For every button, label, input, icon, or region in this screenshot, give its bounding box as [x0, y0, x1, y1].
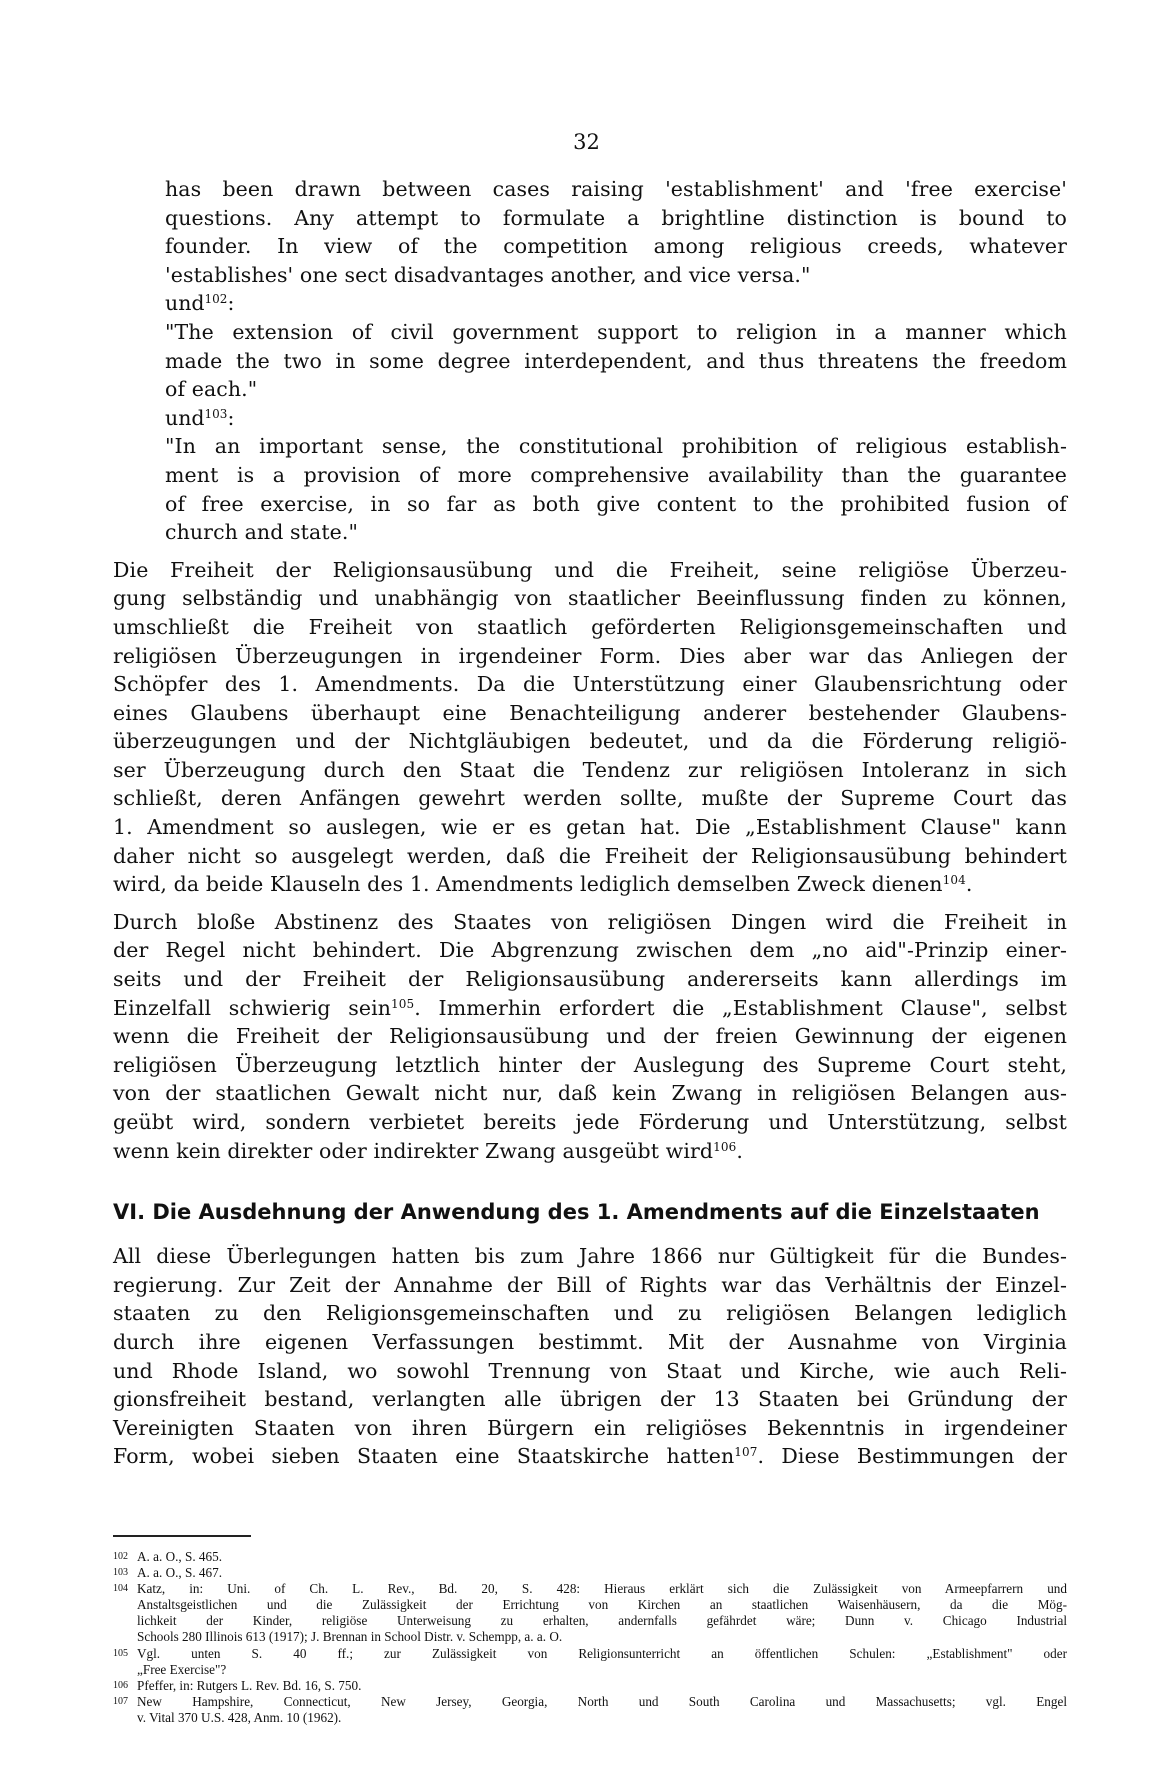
label-suffix: :: [227, 405, 235, 430]
footnote-text: New Hampshire, Connecticut, New Jersey, Georgia, North und South Carolina und Massachusetts; vgl. Engel: [137, 1693, 1067, 1709]
main-text: [113, 175, 1067, 1471]
footnote-ref: 105: [391, 996, 415, 1011]
text-line: religiösen Überzeugung letztlich hinter der Auslegung des Supreme Court steht,: [113, 1052, 1067, 1077]
footnote-text: Schools 280 Illinois 613 (1917); J. Brennan in School Distr. v. Schempp, a. a. O.: [137, 1629, 563, 1645]
footnote-separator: [113, 1535, 251, 1537]
text-line: "In an important sense, the constitutional prohibition of religious establish-: [165, 434, 1067, 459]
section-heading: VI. Die Ausdehnung der Anwendung des 1. Amendments auf die Einzelstaaten: [113, 1200, 1040, 1225]
line-text: . Diese Bestimmungen der: [757, 1444, 1067, 1469]
paragraph-1: [113, 556, 1067, 899]
footnote-107: [113, 1694, 1067, 1726]
footnote-ref: 102: [204, 292, 228, 307]
text-line: ser Überzeugung durch den Staat die Tendenz zur religiösen Intoleranz in sich: [113, 757, 1067, 782]
text-line: regierung. Zur Zeit der Annahme der Bill of Rights war das Verhältnis der Einzel-: [113, 1272, 1067, 1297]
text-line: Durch bloße Abstinenz des Staates von religiösen Dingen wird die Freiheit in: [113, 909, 1067, 934]
text-line: ment is a provision of more comprehensive availability than the guarantee: [165, 462, 1067, 487]
text-line: has been drawn between cases raising 'establishment' and 'free exercise': [165, 177, 1067, 201]
footnote-number: 107: [113, 1695, 128, 1707]
text-line: Schöpfer des 1. Amendments. Da die Unterstützung einer Glaubensrichtung oder: [113, 672, 1067, 697]
text-line: staaten zu den Religionsgemeinschaften und zu religiösen Belangen lediglich: [113, 1301, 1067, 1326]
footnote-number: 103: [113, 1567, 128, 1579]
text-line: [113, 870, 1067, 899]
text-line: der Regel nicht behindert. Die Abgrenzung zwischen dem „no aid"-Prinzip einer-: [113, 938, 1067, 963]
text-line: eines Glaubens überhaupt eine Benachteiligung anderer bestehender Glaubens-: [113, 700, 1067, 725]
block-quote-3: [113, 432, 1067, 546]
footnotes: [113, 1549, 1067, 1726]
text-line: "The extension of civil government support to religion in a manner which: [165, 319, 1067, 344]
text-line: umschließt die Freiheit von staatlich geförderten Religionsgemeinschaften und: [113, 614, 1067, 639]
text-line: geübt wird, sondern verbietet bereits jede Förderung und Unterstützung, selbst: [113, 1110, 1067, 1134]
line-text: wird, da beide Klauseln des 1. Amendments lediglich demselben Zweck dienen: [113, 872, 943, 897]
footnote-text: Pfeffer, in: Rutgers L. Rev. Bd. 16, S. 750.: [137, 1677, 362, 1693]
text-line: 'establishes' one sect disadvantages another, and vice versa.": [165, 262, 811, 287]
footnote-102: [113, 1549, 1067, 1565]
footnote-text: v. Vital 370 U.S. 428, Anm. 10 (1962).: [137, 1709, 342, 1725]
text-line: religiösen Überzeugungen in irgendeiner Form. Dies aber war das Anliegen der: [113, 643, 1067, 668]
footnote-text: Katz, in: Uni. of Ch. L. Rev., Bd. 20, S. 428: Hieraus erklärt sich die Zulässigkeit von Armeepfarrern und: [137, 1581, 1067, 1597]
text-line: church and state.": [165, 520, 359, 545]
footnote-number: 102: [113, 1551, 128, 1562]
quote-label-103: [113, 404, 1067, 433]
footnote-ref: 104: [942, 873, 966, 888]
text-line: [113, 1137, 1067, 1166]
text-line: von der staatlichen Gewalt nicht nur, daß kein Zwang in religiösen Belangen aus-: [113, 1081, 1067, 1106]
text-line: gionsfreiheit bestand, verlangten alle übrigen der 13 Staaten bei Gründung der: [113, 1387, 1067, 1412]
text-line: of free exercise, in so far as both give content to the prohibited fusion of: [165, 491, 1067, 516]
text-line: Vereinigten Staaten von ihren Bürgern ein religiöses Bekenntnis in irgendeiner: [113, 1415, 1067, 1440]
text-line: All diese Überlegungen hatten bis zum Jahre 1866 nur Gültigkeit für die Bundes-: [113, 1244, 1067, 1269]
text-line: und Rhode Island, wo sowohl Trennung von Staat und Kirche, wie auch Reli-: [113, 1358, 1067, 1383]
label-text: und: [165, 291, 205, 316]
line-suffix: .: [736, 1138, 743, 1163]
label-text: und: [165, 405, 205, 430]
line-text: Einzelfall schwierig sein: [113, 995, 392, 1020]
footnote-text: Vgl. unten S. 40 ff.; zur Zulässigkeit von Religionsunterricht an öffentlichen Schulen: „Establishment" oder: [137, 1645, 1067, 1661]
footnote-ref: 107: [734, 1445, 758, 1460]
text-line: daher nicht so ausgelegt werden, daß die Freiheit der Religionsausübung behindert: [113, 843, 1067, 868]
block-quote-1: [113, 175, 1067, 289]
text-line: schließt, deren Anfängen gewehrt werden sollte, mußte der Supreme Court das: [113, 786, 1067, 811]
footnote-text: A. a. O., S. 467.: [137, 1565, 222, 1581]
footnote-105: [113, 1646, 1067, 1678]
text-line: of each.": [165, 377, 258, 402]
footnote-number: 105: [113, 1647, 128, 1659]
line-text: wenn kein direkter oder indirekter Zwang ausgeübt wird: [113, 1138, 714, 1163]
line-suffix: .: [965, 872, 973, 897]
page-number: 32: [573, 130, 600, 154]
text-line: [113, 994, 1067, 1023]
block-quote-2: [113, 318, 1067, 404]
footnote-ref: 106: [713, 1139, 737, 1154]
label-suffix: :: [227, 291, 235, 316]
text-line: Die Freiheit der Religionsausübung und die Freiheit, seine religiöse Überzeu-: [113, 557, 1067, 582]
text-line: made the two in some degree interdependent, and thus threatens the freedom: [165, 348, 1067, 373]
footnote-103: [113, 1565, 1067, 1581]
quote-label-102: [113, 289, 1067, 318]
text-line: überzeugungen und der Nichtgläubigen bedeutet, und da die Förderung religiö-: [113, 729, 1067, 754]
footnote-number: 104: [113, 1583, 128, 1595]
line-text: . Immerhin erfordert die „Establishment Clause", selbst: [414, 995, 1068, 1020]
line-text: Form, wobei sieben Staaten eine Staatskirche hatten: [113, 1444, 735, 1469]
text-line: 1. Amendment so auslegen, wie er es getan hat. Die „Establishment Clause" kann: [113, 815, 1067, 840]
paragraph-3: [113, 1242, 1067, 1471]
text-line: wenn die Freiheit der Religionsausübung und der freien Gewinnung der eigenen: [113, 1024, 1067, 1049]
footnote-number: 106: [113, 1679, 128, 1691]
text-line: durch ihre eigenen Verfassungen bestimmt. Mit der Ausnahme von Virginia: [113, 1329, 1067, 1354]
footnote-104: [113, 1581, 1067, 1645]
text-line: seits und der Freiheit der Religionsausübung andererseits kann allerdings im: [113, 967, 1067, 992]
footnote-text: „Free Exercise"?: [137, 1661, 227, 1677]
text-line: gung selbständig und unabhängig von staatlicher Beeinflussung finden zu können,: [113, 586, 1067, 611]
footnote-text: Anstaltsgeistlichen und die Zulässigkeit der Errichtung von Kirchen an staatlichen Waisenhäusern, da die Mög-: [137, 1597, 1067, 1613]
text-line: [113, 1442, 1067, 1471]
text-line: questions. Any attempt to formulate a brightline distinction is bound to: [165, 205, 1067, 230]
text-line: founder. In view of the competition among religious creeds, whatever: [165, 234, 1067, 259]
paragraph-2: [113, 908, 1067, 1165]
footnote-106: [113, 1678, 1067, 1694]
footnote-ref: 103: [204, 406, 228, 421]
footnote-text: lichkeit der Kinder, religiöse Unterweisung zu erhalten, andernfalls gefährdet wäre; Dunn v. Chicago Industrial: [137, 1613, 1067, 1629]
footnote-text: A. a. O., S. 465.: [137, 1549, 222, 1564]
